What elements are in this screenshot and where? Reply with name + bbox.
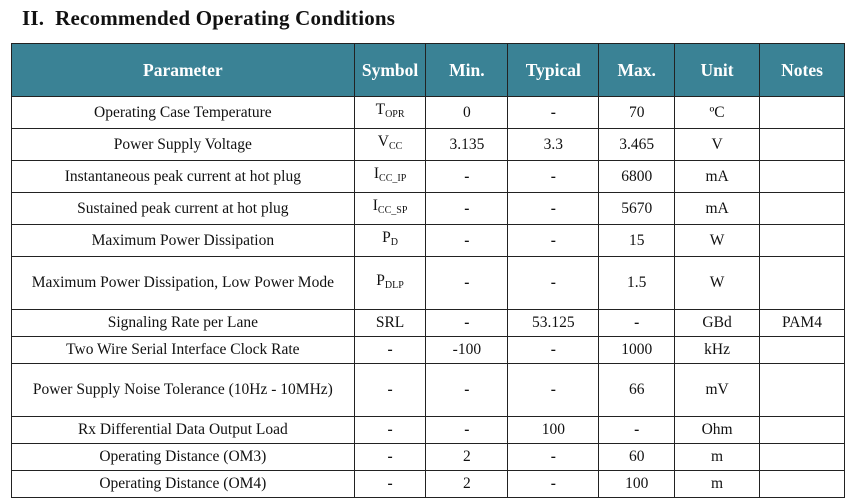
table-row <box>12 129 845 161</box>
cell-parameter: Operating Distance (OM3) <box>12 444 355 471</box>
table-row <box>12 310 845 337</box>
cell-unit: ºC <box>675 97 760 129</box>
cell-symbol <box>354 364 426 417</box>
cell-max: 1.5 <box>599 257 675 310</box>
symbol-main: - <box>387 381 393 398</box>
cell-min: - <box>426 225 508 257</box>
header-min: Min. <box>426 44 508 97</box>
symbol-subscript: CC <box>389 141 403 152</box>
cell-min: - <box>426 161 508 193</box>
table-header-row <box>12 44 845 97</box>
cell-min: 2 <box>426 444 508 471</box>
cell-typical: - <box>508 257 599 310</box>
symbol-subscript: D <box>390 237 398 248</box>
cell-max: 70 <box>599 97 675 129</box>
cell-notes <box>760 337 845 364</box>
table-row <box>12 444 845 471</box>
header-unit: Unit <box>675 44 760 97</box>
cell-notes <box>760 97 845 129</box>
symbol-main: - <box>387 341 393 358</box>
symbol-main: - <box>387 448 393 465</box>
symbol-main: I <box>373 165 380 182</box>
cell-notes <box>760 225 845 257</box>
cell-symbol <box>354 337 426 364</box>
cell-unit: kHz <box>675 337 760 364</box>
cell-unit: mV <box>675 364 760 417</box>
symbol-main: SRL <box>375 314 405 331</box>
symbol-main: P <box>376 271 385 289</box>
cell-max: - <box>599 417 675 444</box>
symbol-main: I <box>372 197 378 214</box>
cell-min: - <box>426 417 508 444</box>
section-number: II. <box>22 6 45 30</box>
cell-symbol <box>354 97 426 129</box>
cell-notes <box>760 364 845 417</box>
cell-parameter: Power Supply Noise Tolerance (10Hz - 10MHz) <box>12 364 355 417</box>
cell-symbol <box>354 225 426 257</box>
cell-max: 3.465 <box>599 129 675 161</box>
cell-parameter: Maximum Power Dissipation, Low Power Mode <box>12 257 355 310</box>
cell-parameter: Operating Case Temperature <box>12 97 355 129</box>
cell-parameter: Rx Differential Data Output Load <box>12 417 355 444</box>
cell-unit: mA <box>675 193 760 225</box>
cell-parameter: Instantaneous peak current at hot plug <box>12 161 355 193</box>
cell-typical: - <box>508 471 599 498</box>
cell-min: - <box>426 364 508 417</box>
cell-notes <box>760 129 845 161</box>
cell-min: - <box>426 310 508 337</box>
section-heading <box>22 6 395 31</box>
cell-max: 66 <box>599 364 675 417</box>
cell-min: 0 <box>426 97 508 129</box>
cell-symbol <box>354 310 426 337</box>
symbol-main: - <box>387 421 393 438</box>
cell-typical: - <box>508 225 599 257</box>
cell-parameter: Power Supply Voltage <box>12 129 355 161</box>
cell-max: 100 <box>599 471 675 498</box>
table-row <box>12 225 845 257</box>
table-row <box>12 364 845 417</box>
symbol-main: T <box>375 101 386 118</box>
cell-notes: PAM4 <box>760 310 845 337</box>
cell-notes <box>760 444 845 471</box>
table-row <box>12 417 845 444</box>
header-notes: Notes <box>760 44 845 97</box>
cell-typical: 3.3 <box>508 129 599 161</box>
symbol-subscript: CC_SP <box>377 205 408 216</box>
symbol-subscript: DLP <box>384 279 404 291</box>
symbol-main: - <box>387 475 393 492</box>
operating-conditions-table <box>11 43 845 498</box>
cell-typical: - <box>508 161 599 193</box>
section-title: Recommended Operating Conditions <box>55 6 396 30</box>
cell-notes <box>760 417 845 444</box>
cell-symbol <box>354 161 426 193</box>
table-row <box>12 471 845 498</box>
cell-max: 6800 <box>599 161 675 193</box>
cell-unit: m <box>675 471 760 498</box>
table-row <box>12 337 845 364</box>
header-symbol: Symbol <box>354 44 426 97</box>
header-max: Max. <box>599 44 675 97</box>
cell-max: 15 <box>599 225 675 257</box>
cell-symbol <box>354 193 426 225</box>
cell-symbol <box>354 257 426 310</box>
cell-symbol <box>354 417 426 444</box>
symbol-main: P <box>382 229 391 246</box>
cell-parameter: Maximum Power Dissipation <box>12 225 355 257</box>
cell-max: 1000 <box>599 337 675 364</box>
cell-unit: V <box>675 129 760 161</box>
header-parameter: Parameter <box>12 44 355 97</box>
cell-min: -100 <box>426 337 508 364</box>
cell-typical: - <box>508 337 599 364</box>
header-typical: Typical <box>508 44 599 97</box>
cell-unit: Ohm <box>675 417 760 444</box>
table-row <box>12 97 845 129</box>
table-row <box>12 193 845 225</box>
cell-unit: GBd <box>675 310 760 337</box>
cell-notes <box>760 471 845 498</box>
cell-typical: - <box>508 97 599 129</box>
cell-notes <box>760 161 845 193</box>
cell-parameter: Two Wire Serial Interface Clock Rate <box>12 337 355 364</box>
symbol-subscript: OPR <box>385 109 405 120</box>
cell-unit: m <box>675 444 760 471</box>
symbol-main: V <box>377 133 389 150</box>
cell-notes <box>760 193 845 225</box>
cell-unit: W <box>675 257 760 310</box>
table-body <box>12 97 845 498</box>
cell-min: - <box>426 193 508 225</box>
cell-typical: - <box>508 364 599 417</box>
cell-max: 5670 <box>599 193 675 225</box>
table-row <box>12 257 845 310</box>
cell-typical: 53.125 <box>508 310 599 337</box>
table-row <box>12 161 845 193</box>
cell-parameter: Operating Distance (OM4) <box>12 471 355 498</box>
cell-parameter: Sustained peak current at hot plug <box>12 193 355 225</box>
cell-unit: mA <box>675 161 760 193</box>
cell-typical: 100 <box>508 417 599 444</box>
cell-parameter: Signaling Rate per Lane <box>12 310 355 337</box>
cell-min: 2 <box>426 471 508 498</box>
cell-typical: - <box>508 193 599 225</box>
cell-symbol <box>354 471 426 498</box>
cell-typical: - <box>508 444 599 471</box>
cell-symbol <box>354 129 426 161</box>
cell-max: - <box>599 310 675 337</box>
cell-unit: W <box>675 225 760 257</box>
symbol-subscript: CC_IP <box>379 173 407 184</box>
cell-symbol <box>354 444 426 471</box>
cell-min: 3.135 <box>426 129 508 161</box>
cell-notes <box>760 257 845 310</box>
cell-min: - <box>426 257 508 310</box>
cell-max: 60 <box>599 444 675 471</box>
